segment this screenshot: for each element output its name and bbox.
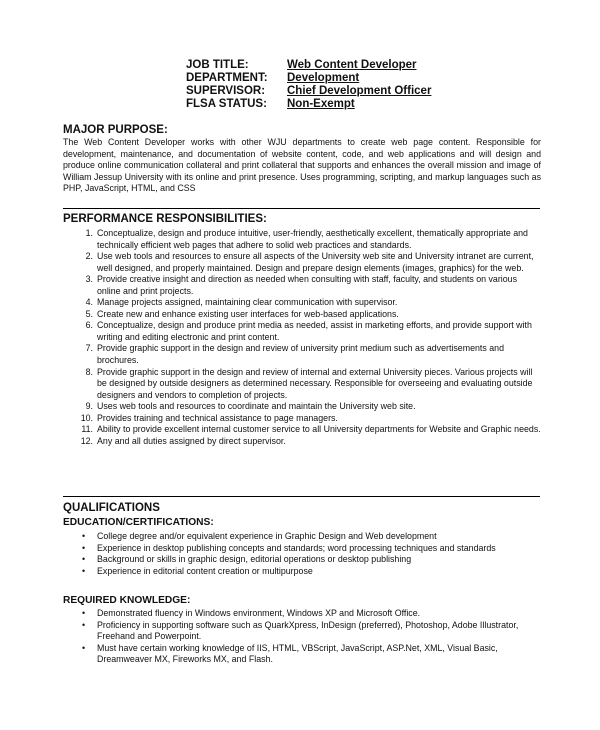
flsa-status-label: FLSA STATUS: <box>186 98 267 110</box>
performance-responsibilities-title: PERFORMANCE RESPONSIBILITIES: <box>63 213 267 225</box>
department-label: DEPARTMENT: <box>186 72 268 84</box>
education-list <box>63 531 541 577</box>
list-item: 7. Provide graphic support in the design and review of university print medium such as advertisements and brochures. <box>85 343 505 366</box>
job-title-label: JOB TITLE: <box>186 59 249 71</box>
supervisor-value: Chief Development Officer <box>287 85 432 97</box>
list-item: 4. Manage projects assigned, maintaining clear communication with supervisor. <box>85 297 398 308</box>
major-purpose-text: The Web Content Developer works with other WJU departments to create web page content. Responsible for development, maintenance, and documentation of website content, code, and web applications and will design and produce online communication collateral and print collateral that supports and enhances the overall mission and image of William Jessup University with its online and print presence. Uses programming, scripting, and markup languages such as PHP, JavaScript, HTML, and CSS <box>63 137 541 194</box>
bullet-icon: • <box>82 608 86 618</box>
list-item: 5. Create new and enhance existing user interfaces for web-based applications. <box>85 308 399 319</box>
list-item: 2. Use web tools and resources to ensure all aspects of the University web site and University intranet are current, well designed, and properly maintained. Design and prepare design elements (images, graphics) for the web. <box>85 251 534 273</box>
list-item: 6. Conceptualize, design and produce print media as needed, assist in marketing efforts, and provide support with writing and editing electronic and print content. <box>85 320 532 342</box>
list-item: 1. Conceptualize, design and produce intuitive, user-friendly, aesthetically excellent, thematically appropriate and technically efficient web pages that adhere to solid web practices and standards. <box>85 228 528 250</box>
section-divider <box>63 208 540 209</box>
required-knowledge-title: REQUIRED KNOWLEDGE: <box>63 595 191 606</box>
list-item: 11. Ability to provide excellent internal customer service to all University departments for Website and Graphic needs. <box>81 424 541 435</box>
supervisor-label: SUPERVISOR: <box>186 85 266 97</box>
bullet-icon: • <box>82 642 86 653</box>
list-item: 9. Uses web tools and resources to coordinate and maintain the University web site. <box>85 401 416 412</box>
list-item: • Experience in editorial content creation or multipurpose <box>82 565 313 576</box>
flsa-status-value: Non-Exempt <box>287 98 355 110</box>
bullet-icon: • <box>82 554 86 565</box>
list-item: • College degree and/or equivalent experience in Graphic Design and Web development <box>82 531 437 541</box>
list-item: 3. Provide creative insight and direction as needed when consulting with staff, faculty, and students on various online and print projects. <box>85 274 517 296</box>
qualifications-title: QUALIFICATIONS <box>63 502 160 514</box>
list-item: • Experience in desktop publishing concepts and standards; word processing techniques and standards <box>82 542 496 553</box>
bullet-icon: • <box>82 619 86 630</box>
list-item: • Demonstrated fluency in Windows environment, Windows XP and Microsoft Office. <box>82 608 421 618</box>
bullet-icon: • <box>82 565 86 576</box>
performance-list <box>63 228 541 447</box>
list-item: • Background or skills in graphic design, editorial operations or desktop publishing <box>82 554 412 565</box>
list-item: 8. Provide graphic support in the design and review of internal and external University pieces. Various projects will be designed by outside designers as determined necessary. Responsible for overseeing and evaluating outside designers and vendors to completion of projects. <box>85 366 533 400</box>
knowledge-list <box>63 608 541 666</box>
job-title-value: Web Content Developer <box>287 59 417 71</box>
bullet-icon: • <box>82 531 86 541</box>
bullet-icon: • <box>82 542 86 553</box>
list-item: • Must have certain working knowledge of IIS, HTML, VBScript, JavaScript, ASP.Net, XML, Visual Basic, Dreamweaver MX, Fireworks MX, and Flash. <box>82 642 498 665</box>
department-value: Development <box>287 72 360 84</box>
list-item: 10. Provides training and technical assistance to page managers. <box>80 412 338 423</box>
education-certifications-title: EDUCATION/CERTIFICATIONS: <box>63 517 214 528</box>
list-item: 12. Any and all duties assigned by direct supervisor. <box>80 435 286 446</box>
list-item: • Proficiency in supporting software such as QuarkXpress, InDesign (preferred), Photoshop, Adobe Illustrator, Freehand and Powerpoint. <box>82 619 519 642</box>
major-purpose-title: MAJOR PURPOSE: <box>63 124 168 136</box>
section-divider <box>63 496 540 497</box>
